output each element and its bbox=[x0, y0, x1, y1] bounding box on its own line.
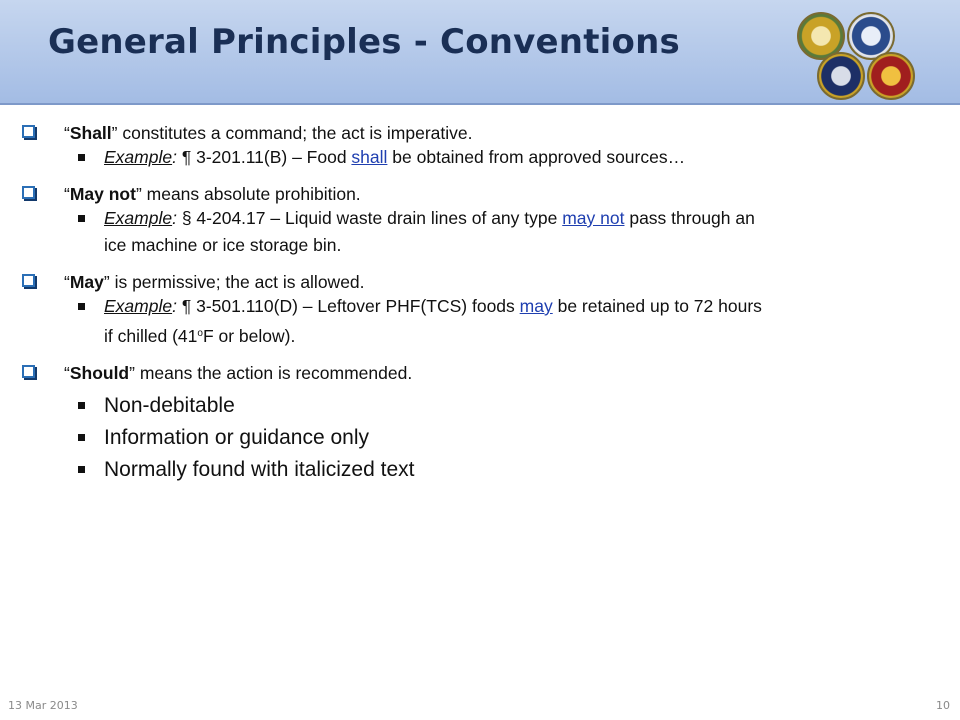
checkbox-bullet-icon bbox=[22, 365, 35, 378]
bullet-text: ” means the action is recommended. bbox=[129, 363, 413, 383]
bullet-shall bbox=[22, 122, 942, 144]
page-number: 10 bbox=[936, 699, 950, 712]
title-bar bbox=[0, 0, 960, 105]
bullet-text: ” means absolute prohibition. bbox=[135, 184, 361, 204]
open-quote: “ bbox=[64, 184, 70, 204]
square-bullet-icon bbox=[78, 466, 85, 473]
bullet-may-not bbox=[22, 183, 942, 205]
square-bullet-icon bbox=[78, 154, 85, 161]
subitem-text: Non-debitable bbox=[104, 394, 235, 417]
example-label: Example bbox=[104, 296, 173, 316]
subitem-text: Normally found with italicized text bbox=[104, 458, 415, 481]
keyword-may-not: may not bbox=[562, 208, 625, 228]
degree-superscript: o bbox=[197, 328, 203, 339]
bullet-text: ” constitutes a command; the act is imperative. bbox=[111, 123, 473, 143]
term-may: May bbox=[69, 272, 104, 292]
example-text: be retained up to 72 hours bbox=[552, 296, 762, 316]
example-text: pass through an bbox=[624, 208, 755, 228]
example-label: Example bbox=[104, 147, 173, 167]
term-shall: Shall bbox=[69, 123, 112, 143]
subitem bbox=[22, 390, 942, 422]
square-bullet-icon bbox=[78, 402, 85, 409]
checkbox-bullet-icon bbox=[22, 274, 35, 287]
navy-seal-icon bbox=[817, 52, 865, 100]
subitem-text: Information or guidance only bbox=[104, 426, 369, 449]
example-text-continued: F or below). bbox=[202, 326, 296, 346]
example-text-continued: ice machine or ice storage bin. bbox=[104, 235, 342, 255]
subitem bbox=[22, 422, 942, 454]
footer-date: 13 Mar 2013 bbox=[8, 699, 78, 712]
square-bullet-icon bbox=[78, 434, 85, 441]
keyword-shall: shall bbox=[351, 147, 388, 167]
example-text-continued: if chilled (41 bbox=[104, 326, 198, 346]
bullet-text: ” is permissive; the act is allowed. bbox=[103, 272, 365, 292]
square-bullet-icon bbox=[78, 303, 85, 310]
example-may bbox=[22, 293, 942, 350]
example-colon: : bbox=[172, 147, 177, 167]
checkbox-bullet-icon bbox=[22, 186, 35, 199]
square-bullet-icon bbox=[78, 215, 85, 222]
keyword-may: may bbox=[519, 296, 553, 316]
example-label: Example bbox=[104, 208, 173, 228]
example-text: ¶ 3-501.110(D) – Leftover PHF(TCS) foods bbox=[176, 296, 520, 316]
subitem bbox=[22, 454, 942, 486]
example-may-not bbox=[22, 205, 942, 259]
open-quote: “ bbox=[64, 363, 70, 383]
example-colon: : bbox=[172, 208, 177, 228]
term-may-not: May not bbox=[69, 184, 136, 204]
example-text: ¶ 3-201.11(B) – Food bbox=[176, 147, 352, 167]
marine-corps-seal-icon bbox=[867, 52, 915, 100]
slide-title: General Principles - Conventions bbox=[48, 22, 680, 62]
term-should: Should bbox=[69, 363, 130, 383]
open-quote: “ bbox=[64, 123, 70, 143]
service-seals bbox=[795, 12, 915, 102]
slide-body bbox=[22, 122, 942, 486]
bullet-should bbox=[22, 362, 942, 384]
example-text: be obtained from approved sources… bbox=[387, 147, 686, 167]
open-quote: “ bbox=[64, 272, 70, 292]
checkbox-bullet-icon bbox=[22, 125, 35, 138]
example-shall bbox=[22, 144, 942, 171]
bullet-may bbox=[22, 271, 942, 293]
example-colon: : bbox=[172, 296, 177, 316]
example-text: § 4-204.17 – Liquid waste drain lines of any type bbox=[176, 208, 563, 228]
